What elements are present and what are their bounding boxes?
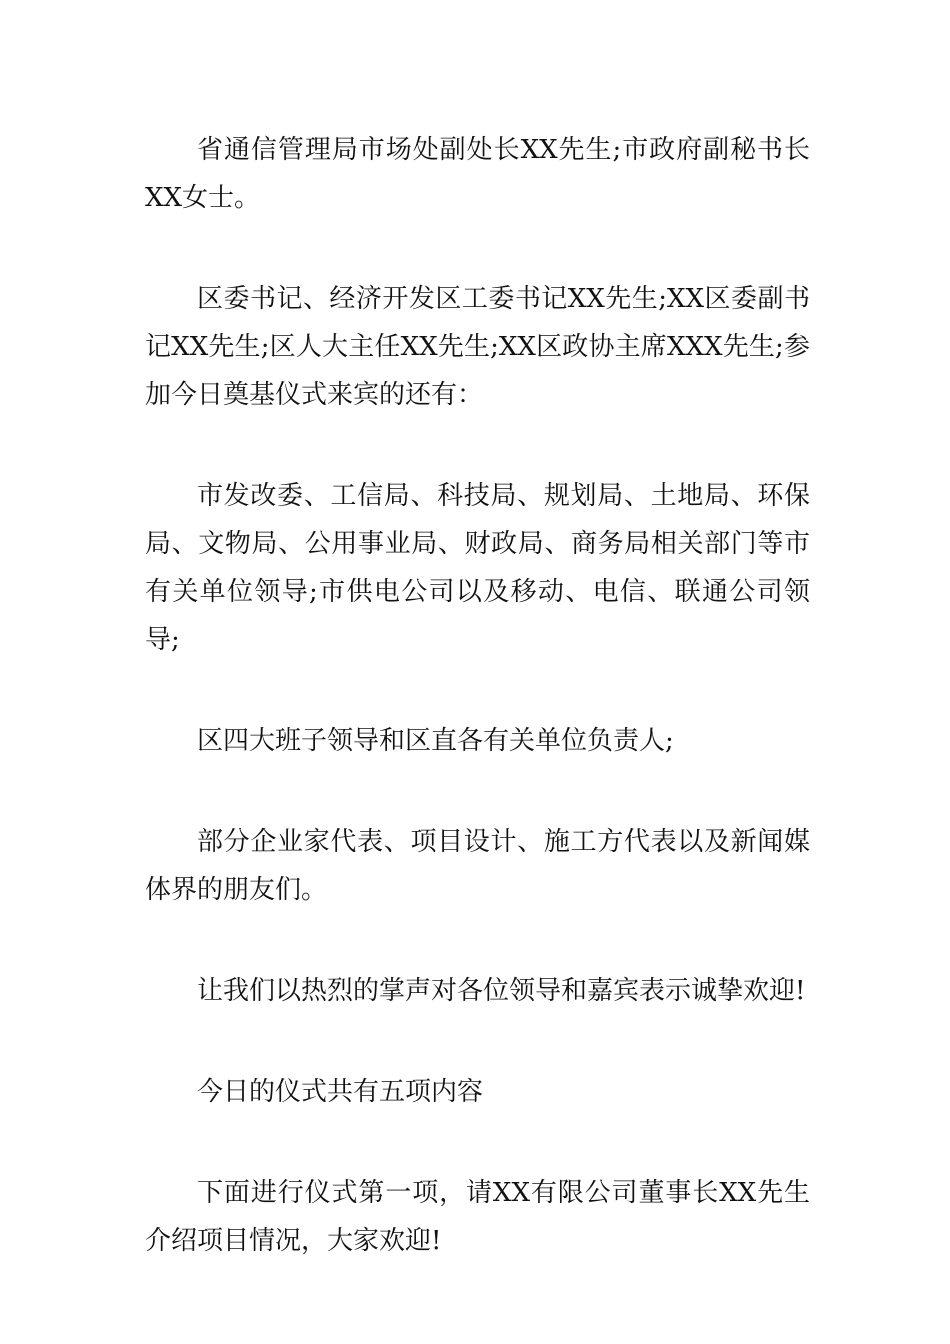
paragraph: 区四大班子领导和区直各有关单位负责人; bbox=[197, 726, 674, 756]
paragraph: 部分企业家代表、项目设计、施工方代表以及新闻媒体界的朋友们。 bbox=[145, 827, 810, 905]
paragraph: 让我们以热烈的掌声对各位领导和嘉宾表示诚挚欢迎! bbox=[197, 976, 806, 1006]
paragraph: 下面进行仪式第一项，请XX有限公司董事长XX先生介绍项目情况，大家欢迎! bbox=[145, 1178, 810, 1256]
paragraph: 今日的仪式共有五项内容 bbox=[197, 1077, 484, 1107]
paragraph: 区委书记、经济开发区工委书记XX先生;XX区委副书记XX先生;区人大主任XX先生;XX区政协主席XXX先生;参加今日奠基仪式来宾的还有： bbox=[145, 284, 810, 410]
paragraph: 市发改委、工信局、科技局、规划局、土地局、环保局、文物局、公用事业局、财政局、商务局相关部门等市有关单位领导;市供电公司以及移动、电信、联通公司领导; bbox=[145, 481, 810, 655]
document-body bbox=[145, 126, 810, 1265]
paragraph: 省通信管理局市场处副处长XX先生;市政府副秘书长XX女士。 bbox=[145, 135, 810, 213]
